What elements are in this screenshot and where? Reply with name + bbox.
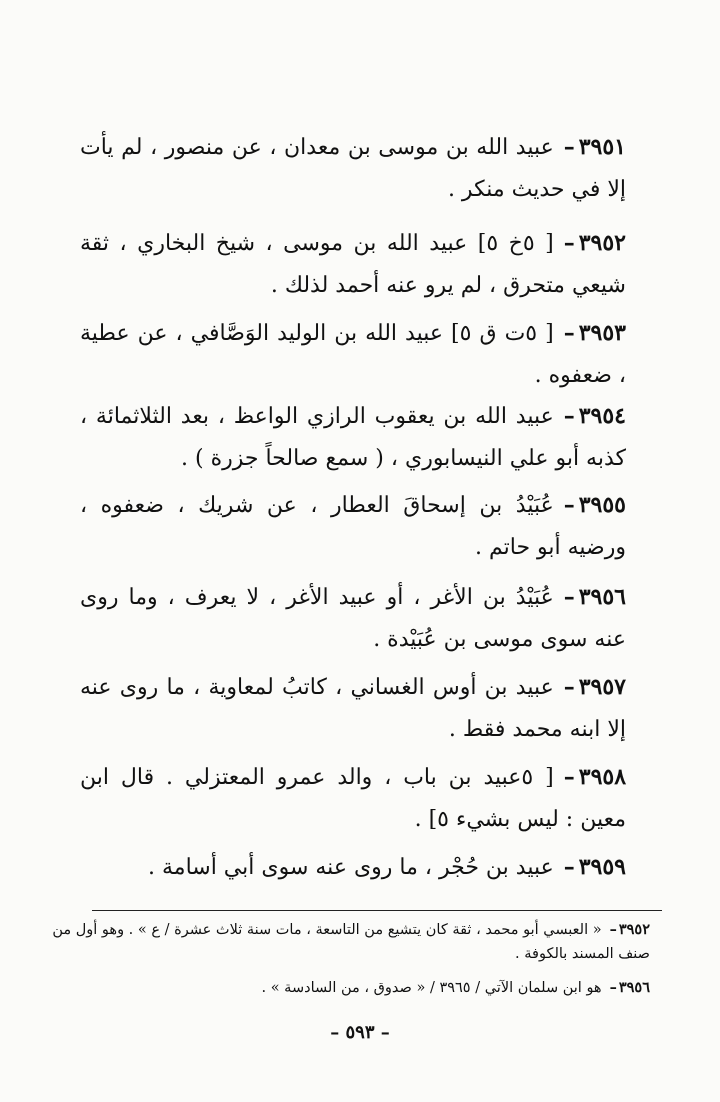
footnote-number: ٣٩٥٦	[618, 979, 650, 996]
entry-number: ٣٩٥٨	[578, 764, 627, 790]
entry-3958	[80, 756, 626, 841]
entry-3954	[80, 395, 626, 480]
entry-3956	[80, 576, 626, 661]
entry-dash: –	[563, 230, 575, 256]
entry-dash: –	[563, 764, 575, 790]
footnote-3952	[50, 918, 650, 966]
entry-text: عُبَيْدُ بن الأغر ، أو عبيد الأغر ، لا يعرف ، وما روى عنه سوى موسى بن عُبَيْدة .	[80, 585, 626, 652]
entry-number: ٣٩٥٥	[578, 492, 626, 518]
entry-dash: –	[563, 584, 575, 610]
entry-number: ٣٩٥٩	[578, 854, 626, 880]
entry-text: عبيد الله بن موسى بن معدان ، عن منصور ، لم يأت إلا في حديث منكر .	[80, 135, 626, 202]
entry-number: ٣٩٥٣	[578, 320, 626, 346]
entry-text: [ ٥خ ٥] عبيد الله بن موسى ، شيخ البخاري ، ثقة شيعي متحرق ، لم يرو عنه أحمد لذلك .	[80, 231, 626, 298]
entry-dash: –	[563, 403, 575, 429]
footnote-number: ٣٩٥٢	[618, 921, 650, 938]
entry-3951	[80, 126, 626, 211]
entry-number: ٣٩٥١	[578, 134, 626, 160]
entry-text: عبيد بن أوس الغساني ، كاتبُ لمعاوية ، ما روى عنه إلا ابنه محمد فقط .	[80, 675, 626, 742]
footnote-dash: –	[609, 921, 617, 938]
entry-text: [ ٥ت ق ٥] عبيد الله بن الوليد الوَصَّافي ، عن عطية ، ضعفوه .	[80, 321, 626, 388]
entry-3952	[80, 222, 626, 307]
entry-text: عبيد الله بن يعقوب الرازي الواعظ ، بعد الثلاثمائة ، كذبه أبو علي النيسابوري ، ( سمع صالحاً جزرة ) .	[80, 404, 626, 471]
page-number: – ٥٩٣ –	[330, 1022, 390, 1043]
entry-3955	[80, 484, 626, 569]
footnote-text: « العبسي أبو محمد ، ثقة كان يتشيع من التاسعة ، مات سنة ثلاث عشرة / ع » . وهو أول من صنف المسند بالكوفة .	[52, 922, 650, 962]
entry-dash: –	[563, 854, 575, 880]
footnote-3956	[50, 976, 650, 1000]
entry-number: ٣٩٥٧	[578, 674, 626, 700]
footnote-dash: –	[609, 979, 617, 996]
entry-number: ٣٩٥٢	[578, 230, 626, 256]
entry-dash: –	[563, 492, 575, 518]
entry-text: [ ٥عبيد بن باب ، والد عمرو المعتزلي . قال ابن معين : ليس بشيء ٥] .	[80, 765, 626, 832]
entry-dash: –	[563, 134, 575, 160]
entry-3957	[80, 666, 626, 751]
footnote-text: هو ابن سلمان الآتي / ٣٩٦٥ / « صدوق ، من السادسة » .	[261, 980, 602, 996]
entry-text: عبيد بن حُجْر ، ما روى عنه سوى أبي أسامة .	[148, 855, 554, 880]
entry-dash: –	[563, 320, 575, 346]
entry-3953	[80, 312, 626, 397]
entry-3959	[80, 846, 626, 889]
entry-text: عُبَيْدُ بن إسحاقَ العطار ، عن شريك ، ضعفوه ، ورضيه أبو حاتم .	[80, 493, 626, 560]
entry-number: ٣٩٥٦	[578, 584, 626, 610]
entry-number: ٣٩٥٤	[578, 403, 626, 429]
footnote-divider	[92, 910, 662, 911]
entry-dash: –	[563, 674, 575, 700]
